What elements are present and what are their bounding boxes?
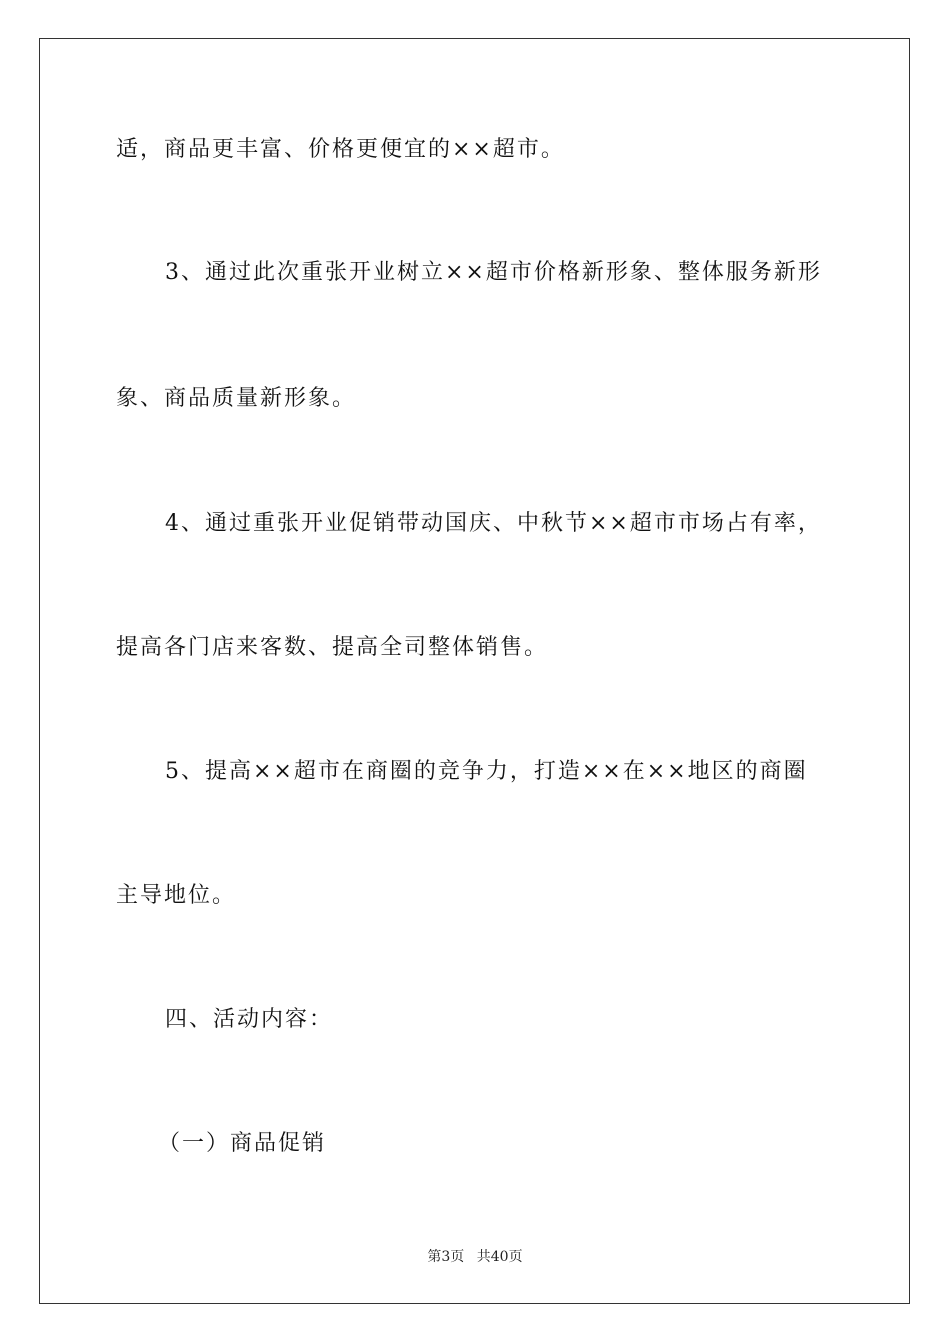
subsection-heading: （一）商品促销	[158, 1131, 327, 1156]
paragraph-line-6: 5、提高××超市在商圈的竞争力，打造××在××地区的商圈	[165, 759, 808, 784]
page-footer	[0, 1248, 950, 1266]
paragraph-line-7: 主导地位。	[116, 883, 237, 908]
paragraph-line-3: 象、商品质量新形象。	[116, 386, 357, 411]
paragraph-line-1: 适，商品更丰富、价格更便宜的××超市。	[116, 137, 565, 162]
section-heading: 四、活动内容：	[165, 1007, 334, 1032]
paragraph-line-4: 4、通过重张开业促销带动国庆、中秋节××超市市场占有率，	[165, 511, 822, 536]
paragraph-line-2: 3、通过此次重张开业树立××超市价格新形象、整体服务新形	[165, 260, 822, 285]
page-number-total: 共40页	[476, 1249, 523, 1265]
paragraph-line-5: 提高各门店来客数、提高全司整体销售。	[116, 635, 549, 660]
page-border	[39, 38, 910, 1304]
page-number-current: 第3页	[427, 1249, 465, 1265]
